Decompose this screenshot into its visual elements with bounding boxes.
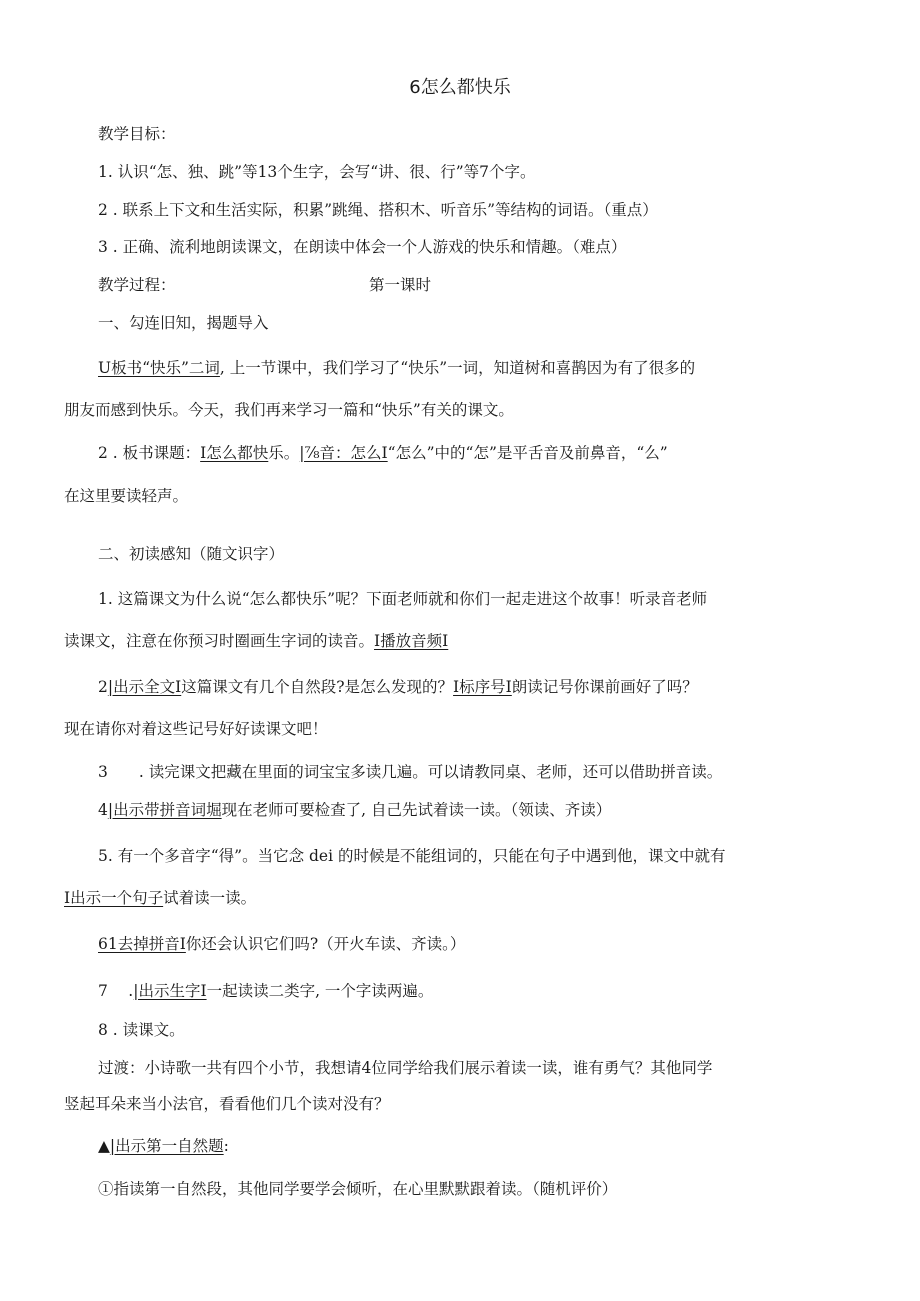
paragraph-line: ▲|出示第一自然题: xyxy=(98,1137,229,1155)
paragraph-line: 过渡：小诗歌一共有四个小节，我想请4位同学给我们展示着读一读，谁有勇气？其他同学 xyxy=(98,1059,713,1077)
paragraph-line: 5. 有一个多音字“得”。当它念 dei 的时候是不能组词的，只能在句子中遇到他，课文中就有 xyxy=(98,847,726,865)
board-note: |⅞音：怎么I xyxy=(299,444,388,462)
paragraph-line: 8 . 读课文。 xyxy=(98,1021,185,1039)
board-note: 61去掉拼音I xyxy=(98,935,186,953)
paragraph-line: 61去掉拼音I你还会认识它们吗?（开火车读、齐读。） xyxy=(98,935,466,953)
triangle-bullet-icon: ▲ xyxy=(98,1137,110,1155)
paragraph-line: 1. 这篇课文为什么说“怎么都快乐”呢？下面老师就和你们一起走进这个故事！听录音老师 xyxy=(98,590,708,608)
paragraph-line: 读课文，注意在你预习时圈画生字词的读音。I播放音频I xyxy=(64,632,449,650)
paragraph-line: 3 . 读完课文把藏在里面的词宝宝多读几遍。可以请教同桌、老师，还可以借助拼音读。 xyxy=(98,763,723,781)
objectives-heading: 教学目标： xyxy=(98,125,176,143)
paragraph-line: 2 . 板书课题：I怎么都快乐。|⅞音：怎么I“怎么”中的“怎”是平舌音及前鼻音，“么” xyxy=(98,444,668,462)
objective-item: 2 . 联系上下文和生活实际，积累”跳绳、搭积木、听音乐”等结构的词语。（重点） xyxy=(98,201,658,219)
board-note: I播放音频I xyxy=(374,632,449,650)
period-label: 第一课时 xyxy=(369,276,432,294)
board-note: |出示带拼音词堀 xyxy=(107,801,222,819)
objective-item: 1. 认识“怎、独、跳”等13个生字，会写“讲、很、行”等7个字。 xyxy=(98,163,536,181)
board-note: I怎么都快 xyxy=(200,444,269,462)
paragraph-line: 朋友而感到快乐。今天，我们再来学习一篇和“快乐”有关的课文。 xyxy=(64,401,514,419)
paragraph-line: 现在请你对着这些记号好好读课文吧！ xyxy=(64,720,328,738)
paragraph-line: 2|出示全文I这篇课文有几个自然段?是怎么发现的？I标序号I朗读记号你课前画好了吗？ xyxy=(98,678,698,696)
board-note: I出示一个句子 xyxy=(64,889,164,907)
section-heading: 一、勾连旧知，揭题导入 xyxy=(98,314,269,332)
paragraph-line: 7 .|出示生字I一起读读二类字, 一个字读两遍。 xyxy=(98,982,434,1000)
paragraph-line: ①指读第一自然段，其他同学要学会倾听，在心里默默跟着读。（随机评价） xyxy=(98,1180,618,1198)
board-note: I标序号I xyxy=(453,678,512,696)
paragraph-line: U板书“快乐”二词, 上一节课中，我们学习了“快乐”一词，知道树和喜鹊因为有了很多的 xyxy=(98,359,696,377)
paragraph-line: 4|出示带拼音词堀现在老师可要检查了, 自己先试着读一读。（领读、齐读） xyxy=(98,801,612,819)
board-note: |出示第一自然题 xyxy=(109,1137,224,1155)
paragraph-line: 竖起耳朵来当小法官，看看他们几个读对没有？ xyxy=(64,1095,390,1113)
board-note: U板书“快乐”二词 xyxy=(98,359,220,377)
section-heading: 二、初读感知（随文识字） xyxy=(98,545,285,563)
process-heading: 教学过程： xyxy=(98,276,176,294)
page-title: 6怎么都快乐 xyxy=(409,77,511,98)
board-note: |出示全文I xyxy=(107,678,182,696)
objective-item: 3 . 正确、流利地朗读课文，在朗读中体会一个人游戏的快乐和情趣。（难点） xyxy=(98,238,627,256)
board-note: |出示生字I xyxy=(133,982,207,1000)
paragraph-line: I出示一个句子试着读一读。 xyxy=(64,889,257,907)
paragraph-line: 在这里要读轻声。 xyxy=(64,487,189,505)
